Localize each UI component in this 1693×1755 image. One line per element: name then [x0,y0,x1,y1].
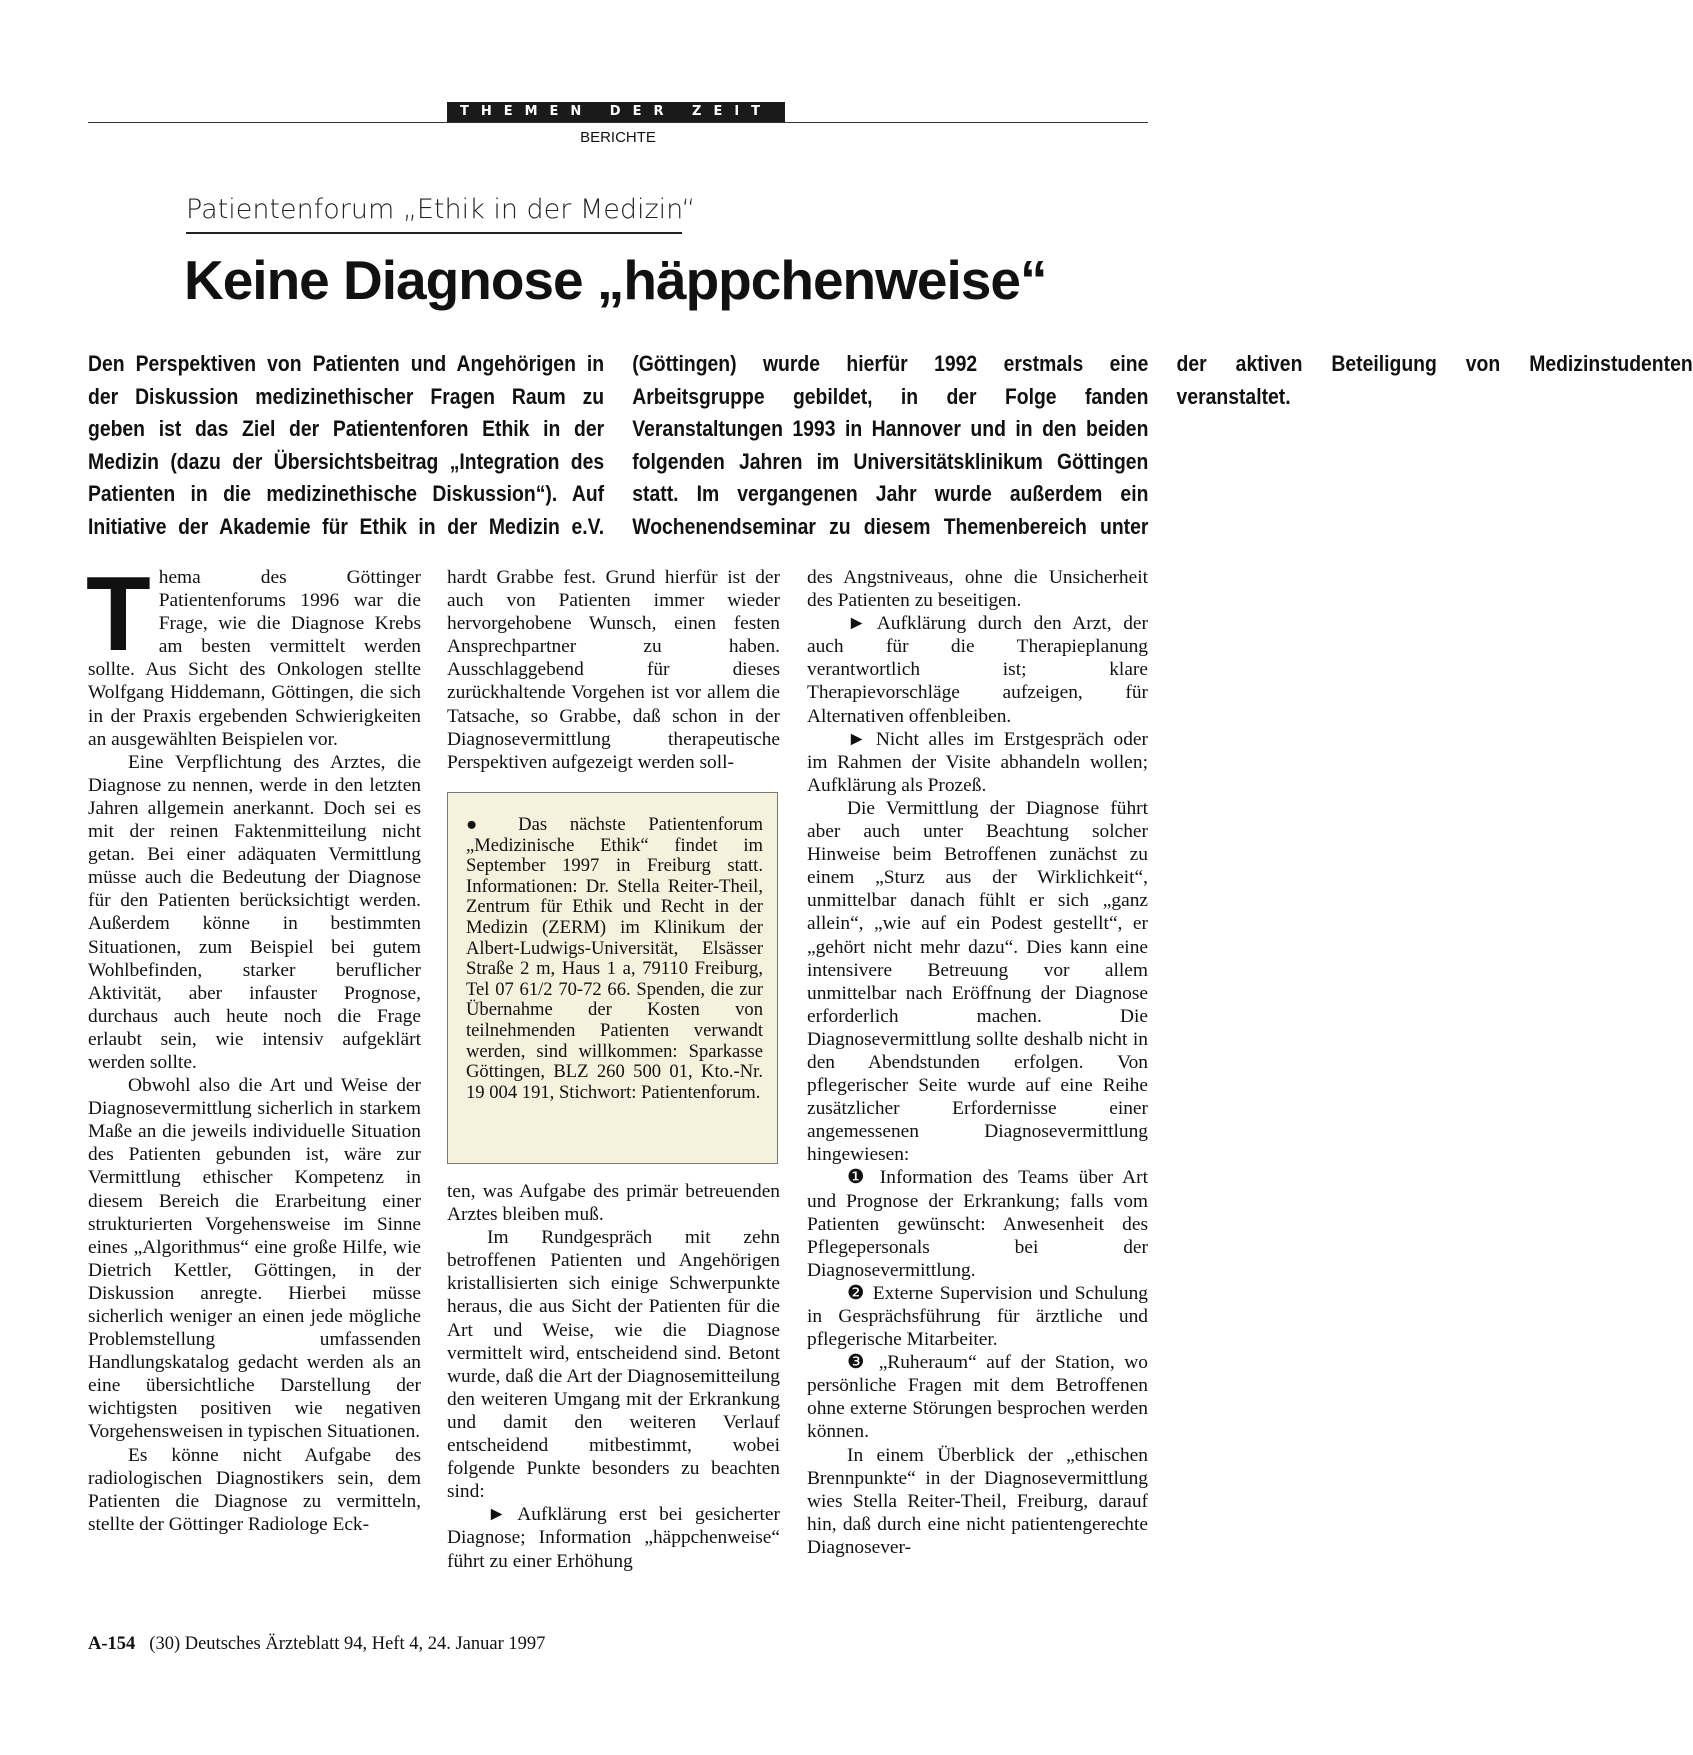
paragraph: des Angstniveaus, ohne die Unsicherheit des Patienten zu beseitigen. [807,567,1148,612]
info-box: ● Das nächste Patientenforum „Medizinische Ethik“ findet im September 1997 in Freiburg statt. Informationen: Dr. Stella Reiter-Theil, Zentrum für Ethik und Recht in der Medizin (ZERM) im Klinikum der Albert-Ludwigs-Universität, Elsässer Straße 2 m, Haus 1 a, 79110 Freiburg, Tel 07 61/2 70-72 66. Spenden, die zur Übernahme der Kosten von teilnehmenden Patienten verwandt werden, sind willkommen: Sparkasse Göttingen, BLZ 260 500 01, Kto.-Nr. 19 004 191, Stichwort: Patientenforum. [447,792,778,1164]
paragraph: Thema des Göttinger Patientenforums 1996 war die Frage, wie die Diagnose Krebs am besten vermittelt werden sollte. Aus Sicht des Onkologen stellte Wolfgang Hiddemann, Göttingen, die sich in der Praxis ergebenden Schwierigkeiten an ausgewählten Beispielen vor. [86,555,421,750]
article-lead: Den Perspektiven von Patienten und Angehörigen in der Diskussion medizinethischer Fragen Raum zu geben ist das Ziel der Patientenforen Ethik in der Medizin (dazu der Übersichtsbeitrag „Integration des Patienten in die medizinethische Diskussion“). Auf Initiative der Akademie für Ethik in der Medizin e.V. (Göttingen) wurde hierfür 1992 erstmals eine Arbeitsgruppe gebildet, in der Folge fanden Veranstaltungen 1993 in Hannover und in den beiden folgenden Jahren im Universitätsklinikum Göttingen statt. Im vergangenen Jahr wurde außerdem ein Wochenendseminar zu diesem Themenbereich unter der aktiven Beteiligung von Medizinstudenten veranstaltet. [88,351,1693,539]
paragraph: Die Vermittlung der Diagnose führt aber auch unter Beachtung solcher Hinweise beim Betroffenen zunächst zu einem „Sturz aus der Wirklichkeit“, unmittelbar danach fühlt er sich „ganz allein“, „wie auf ein Podest gestellt“, er „gehört nicht mehr dazu“. Dies kann eine intensivere Betreuung vor allem unmittelbar nach Eröffnung der Diagnose erforderlich machen. Die Diagnosevermittlung sollte deshalb nicht in den Abendstunden erfolgen. Von pflegerischer Seite wurde auf eine Reihe zusätzlicher Erfordernisse einer angemessenen Diagnosevermittlung hingewiesen: [807,797,1148,1166]
paragraph: Im Rundgespräch mit zehn betroffenen Patienten und Angehörigen kristallisierten sich einige Schwerpunkte heraus, die aus Sicht der Patienten für die Art und Weise, wie die Diagnose vermittelt wird, entscheidend sind. Betont wurde, daß die Art der Diagnosemitteilung den weiteren Umgang mit der Erkrankung und damit den weiteren Verlauf entscheidend mitbestimmt, wobei folgende Punkte besonders zu beachten sind: [447,1227,780,1503]
paragraph: ten, was Aufgabe des primär betreuenden Arztes bleiben muß. [447,1181,780,1226]
body-column-2-top [447,566,780,774]
bullet-item: ► Nicht alles im Erstgespräch oder im Rahmen der Visite abhandeln wollen; Aufklärung als Prozeß. [807,728,1148,796]
article-kicker: Patientenforum „Ethik in der Medizin“ [186,194,696,225]
numbered-item: ❸ „Ruheraum“ auf der Station, wo persönliche Fragen mit dem Betroffenen ohne externe Störungen besprochen werden können. [807,1352,1148,1443]
page-number: A-154 [88,1634,136,1654]
bullet-item: ► Aufklärung erst bei gesicherter Diagnose; Information „häppchenweise“ führt zu einer Erhöhung [447,1504,780,1572]
paragraph: Es könne nicht Aufgabe des radiologischen Diagnostikers sein, dem Patienten die Diagnose zu vermitteln, stellte der Göttinger Radiologe Eck- [88,1444,421,1535]
body-column-2-bottom [447,1180,780,1573]
section-label: BERICHTE [580,129,656,146]
article-headline: Keine Diagnose „häppchenweise“ [184,249,1047,311]
page-footer [88,1634,545,1655]
body-column-1 [86,555,421,1536]
header-rule [88,122,1148,123]
paragraph: In einem Überblick der „ethischen Brennpunkte“ in der Diagnosevermittlung wies Stella Reiter-Theil, Freiburg, darauf hin, daß durch eine nicht patientengerechte Diagnosever- [807,1444,1148,1558]
section-banner: THEMEN DER ZEIT [447,102,785,122]
paragraph: hardt Grabbe fest. Grund hierfür ist der auch von Patienten immer wieder hervorgehobene Wunsch, einen festen Ansprechpartner zu haben. Ausschlaggebend für dieses zurückhaltende Vorgehen ist vor allem die Tatsache, so Grabbe, daß schon in der Diagnosevermittlung therapeutische Perspektiven aufgezeigt werden soll- [447,567,780,773]
paragraph: Eine Verpflichtung des Arztes, die Diagnose zu nennen, werde in den letzten Jahren allgemein anerkannt. Doch sei es mit der reinen Faktenmitteilung nicht getan. Bei einer adäquaten Vermittlung müsse auch die Bedeutung der Diagnose für den Patienten berücksichtigt werden. Außerdem könne in bestimmten Situationen, zum Beispiel bei gutem Wohlbefinden, starker beruflicher Aktivität, aber infauster Prognose, durchaus auch heute noch die Frage erlaubt sein, wie intensiv aufgeklärt werden sollte. [88,751,421,1073]
drop-cap: T [86,555,151,673]
bullet-item: ► Aufklärung durch den Arzt, der auch für die Therapieplanung verantwortlich ist; klare Therapievorschläge aufzeigen, für Alternativen offenbleiben. [807,613,1148,727]
kicker-underline [186,232,682,234]
body-column-3 [807,566,1148,1559]
citation: (30) Deutsches Ärzteblatt 94, Heft 4, 24. Januar 1997 [149,1634,546,1654]
numbered-item: ❷ Externe Supervision und Schulung in Gesprächsführung für ärztliche und pflegerische Mitarbeiter. [807,1282,1148,1351]
numbered-item: ❶ Information des Teams über Art und Prognose der Erkrankung; falls vom Patienten gewünscht: Anwesenheit des Pflegepersonals bei der Diagnosevermittlung. [807,1167,1148,1281]
paragraph: Obwohl also die Art und Weise der Diagnosevermittlung sicherlich in starkem Maße an die jeweils individuelle Situation des Patienten gebunden ist, wäre zur Vermittlung ethischer Kompetenz in diesem Bereich die Erarbeitung einer strukturierten Vorgehensweise im Sinne eines „Algorithmus“ eine große Hilfe, wie Dietrich Kettler, Göttingen, in der Diskussion anregte. Hierbei müsse sicherlich weniger an einen jede mögliche Problemstellung umfassenden Handlungskatalog gedacht werden als an eine übersichtliche Darstellung der wichtigsten positiven wie negativen Vorgehensweisen in typischen Situationen. [88,1075,421,1443]
